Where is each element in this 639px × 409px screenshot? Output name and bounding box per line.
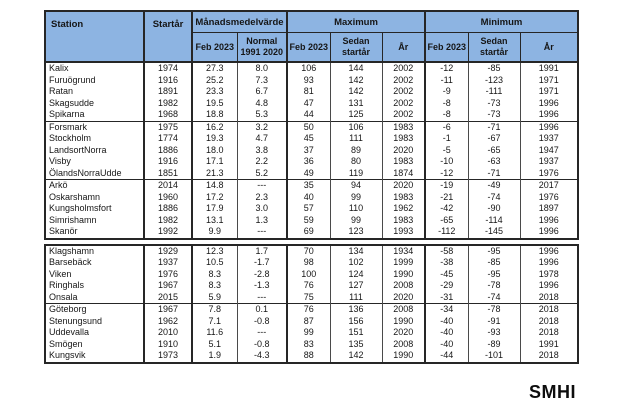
value-cell: 37 (287, 145, 330, 157)
station-name-cell: Onsala (49, 291, 78, 302)
value-cell: 136 (330, 304, 382, 316)
station-group (45, 245, 578, 304)
value-cell: 18.0 (192, 145, 237, 157)
value-cell: -71 (468, 121, 520, 133)
value-cell: 111 (330, 133, 382, 145)
value-cell: -112 (425, 226, 468, 239)
value-cell: 2008 (382, 339, 425, 351)
value-cell: -10 (425, 156, 468, 168)
value-cell: 99 (330, 215, 382, 227)
value-cell: -1.3 (237, 280, 287, 292)
value-cell: 9.9 (192, 226, 237, 239)
table-row (45, 75, 578, 87)
value-cell: 135 (330, 339, 382, 351)
table-row (45, 280, 578, 292)
value-cell: 10.5 (192, 257, 237, 269)
value-cell: 1983 (382, 121, 425, 133)
value-cell: 2.3 (237, 192, 287, 204)
value-cell: 35 (287, 180, 330, 192)
value-cell: 2.2 (237, 156, 287, 168)
value-cell: -0.8 (237, 339, 287, 351)
value-cell: -40 (425, 316, 468, 328)
value-cell: -58 (425, 245, 468, 258)
value-cell: 81 (287, 86, 330, 98)
subheader-min-ar: År (520, 33, 578, 63)
table-row (45, 215, 578, 227)
value-cell: -44 (425, 350, 468, 363)
value-cell: 1937 (520, 133, 578, 145)
value-cell: 40 (287, 192, 330, 204)
value-cell: -1.7 (237, 257, 287, 269)
station-name-cell: Ratan (49, 86, 74, 96)
value-cell: 70 (287, 245, 330, 258)
value-cell: 98 (287, 257, 330, 269)
value-cell: 1973 (144, 350, 192, 363)
value-cell: 1991 (520, 62, 578, 75)
value-cell: --- (237, 180, 287, 192)
value-cell: 2010 (144, 327, 192, 339)
value-cell: 7.8 (192, 304, 237, 316)
value-cell: 76 (287, 280, 330, 292)
value-cell: 17.1 (192, 156, 237, 168)
value-cell: 57 (287, 203, 330, 215)
station-name-cell: Skanör (49, 226, 78, 236)
table-row (45, 292, 578, 304)
table-row (45, 226, 578, 239)
value-cell: 2018 (520, 304, 578, 316)
value-cell: -21 (425, 192, 468, 204)
value-cell: --- (237, 292, 287, 304)
table-row (45, 269, 578, 281)
value-cell: -85 (468, 257, 520, 269)
table-row (45, 98, 578, 110)
value-cell: 1937 (144, 257, 192, 269)
value-cell: 1993 (382, 226, 425, 239)
value-cell: 5.9 (192, 292, 237, 304)
value-cell: -2.8 (237, 269, 287, 281)
value-cell: 1996 (520, 98, 578, 110)
value-cell: 3.8 (237, 145, 287, 157)
value-cell: 1990 (382, 316, 425, 328)
station-name-cell: Viken (49, 268, 72, 279)
value-cell: -49 (468, 180, 520, 192)
value-cell: 1916 (144, 156, 192, 168)
value-cell: 5.3 (237, 109, 287, 121)
value-cell: 1916 (144, 75, 192, 87)
value-cell: -89 (468, 339, 520, 351)
value-cell: 1910 (144, 339, 192, 351)
station-name-cell: ÖlandsNorraUdde (49, 167, 122, 178)
value-cell: 7.1 (192, 316, 237, 328)
station-name-cell: Uddevalla (49, 327, 90, 337)
value-cell: 2002 (382, 75, 425, 87)
subheader-max-ar: År (382, 33, 425, 63)
value-cell: 27.3 (192, 62, 237, 75)
subheader-max-sedan-startar: Sedan startår (330, 33, 382, 63)
value-cell: -71 (468, 168, 520, 180)
table-row (45, 156, 578, 168)
subheader-max-feb-2023: Feb 2023 (287, 33, 330, 63)
value-cell: --- (237, 226, 287, 239)
station-name-cell: Göteborg (49, 304, 87, 314)
value-cell: -6 (425, 121, 468, 133)
value-cell: 8.0 (237, 62, 287, 75)
value-cell: -31 (425, 292, 468, 304)
table-row (45, 109, 578, 121)
value-cell: 6.7 (237, 86, 287, 98)
value-cell: 134 (330, 245, 382, 258)
value-cell: -65 (425, 215, 468, 227)
value-cell: -42 (425, 203, 468, 215)
value-cell: 127 (330, 280, 382, 292)
value-cell: 2014 (144, 180, 192, 192)
header-startar: Startår (144, 11, 192, 62)
sea-level-table (44, 10, 578, 364)
header-group-maximum: Maximum (287, 11, 425, 33)
value-cell: 2020 (382, 145, 425, 157)
value-cell: -8 (425, 109, 468, 121)
value-cell: 2002 (382, 98, 425, 110)
value-cell: 93 (287, 75, 330, 87)
value-cell: 83 (287, 339, 330, 351)
table-row (45, 327, 578, 339)
value-cell: 59 (287, 215, 330, 227)
subheader-medel-feb-2023: Feb 2023 (192, 33, 237, 63)
value-cell: 1983 (382, 192, 425, 204)
value-cell: 2017 (520, 180, 578, 192)
header-station: Station (45, 11, 144, 62)
value-cell: 1999 (382, 257, 425, 269)
value-cell: -11 (425, 75, 468, 87)
station-name-cell: Ringhals (49, 280, 85, 290)
value-cell: -63 (468, 156, 520, 168)
value-cell: -45 (425, 269, 468, 281)
data-table-lower-block (44, 244, 579, 364)
value-cell: -111 (468, 86, 520, 98)
value-cell: 1.3 (237, 215, 287, 227)
table-row (45, 257, 578, 269)
value-cell: 1978 (520, 269, 578, 281)
value-cell: 124 (330, 269, 382, 281)
value-cell: 99 (330, 192, 382, 204)
value-cell: 1971 (520, 75, 578, 87)
value-cell: -4.3 (237, 350, 287, 363)
station-name-cell: Stockholm (49, 133, 92, 143)
value-cell: -73 (468, 109, 520, 121)
value-cell: 106 (330, 121, 382, 133)
value-cell: -93 (468, 327, 520, 339)
value-cell: -73 (468, 98, 520, 110)
value-cell: -1 (425, 133, 468, 145)
table-row (45, 192, 578, 204)
value-cell: 16.2 (192, 121, 237, 133)
value-cell: 1947 (520, 145, 578, 157)
table-row (45, 133, 578, 145)
value-cell: 156 (330, 316, 382, 328)
station-name-cell: Kungsholmsfort (49, 203, 112, 213)
table-row (45, 86, 578, 98)
value-cell: 5.2 (237, 168, 287, 180)
value-cell: 45 (287, 133, 330, 145)
value-cell: -38 (425, 257, 468, 269)
value-cell: -12 (425, 168, 468, 180)
value-cell: -145 (468, 226, 520, 239)
value-cell: 123 (330, 226, 382, 239)
value-cell: 14.8 (192, 180, 237, 192)
value-cell: 2002 (382, 109, 425, 121)
station-group (45, 62, 578, 121)
value-cell: 111 (330, 292, 382, 304)
table-row (45, 121, 578, 133)
value-cell: 87 (287, 316, 330, 328)
value-cell: 1774 (144, 133, 192, 145)
value-cell: 131 (330, 98, 382, 110)
header-group-minimum: Minimum (425, 11, 578, 33)
value-cell: -0.8 (237, 316, 287, 328)
value-cell: 2002 (382, 86, 425, 98)
station-group (45, 304, 578, 363)
value-cell: 1990 (382, 269, 425, 281)
value-cell: -85 (468, 62, 520, 75)
value-cell: 8.3 (192, 280, 237, 292)
subheader-min-feb-2023: Feb 2023 (425, 33, 468, 63)
value-cell: 25.2 (192, 75, 237, 87)
value-cell: 1874 (382, 168, 425, 180)
value-cell: -8 (425, 98, 468, 110)
value-cell: 76 (287, 304, 330, 316)
value-cell: 1886 (144, 203, 192, 215)
value-cell: 1992 (144, 226, 192, 239)
table-row (45, 245, 578, 258)
value-cell: 47 (287, 98, 330, 110)
value-cell: 144 (330, 62, 382, 75)
value-cell: -91 (468, 316, 520, 328)
value-cell: -34 (425, 304, 468, 316)
value-cell: -95 (468, 269, 520, 281)
value-cell: 110 (330, 203, 382, 215)
value-cell: 0.1 (237, 304, 287, 316)
station-name-cell: LandsortNorra (49, 144, 107, 155)
value-cell: 4.7 (237, 133, 287, 145)
station-group (45, 121, 578, 180)
value-cell: 1996 (520, 226, 578, 239)
value-cell: 102 (330, 257, 382, 269)
value-cell: 4.8 (237, 98, 287, 110)
value-cell: 23.3 (192, 86, 237, 98)
station-name-cell: Oskarshamn (49, 191, 101, 202)
value-cell: 2008 (382, 304, 425, 316)
value-cell: 21.3 (192, 168, 237, 180)
value-cell: 1962 (382, 203, 425, 215)
value-cell: -40 (425, 327, 468, 339)
value-cell: -12 (425, 62, 468, 75)
value-cell: 44 (287, 109, 330, 121)
station-name-cell: Furuögrund (49, 74, 96, 85)
value-cell: 1991 (520, 339, 578, 351)
value-cell: -78 (468, 304, 520, 316)
value-cell: 1996 (520, 245, 578, 258)
value-cell: 119 (330, 168, 382, 180)
value-cell: 2018 (520, 327, 578, 339)
value-cell: -5 (425, 145, 468, 157)
value-cell: 1996 (520, 109, 578, 121)
value-cell: 36 (287, 156, 330, 168)
value-cell: 49 (287, 168, 330, 180)
value-cell: 3.2 (237, 121, 287, 133)
value-cell: 2008 (382, 280, 425, 292)
value-cell: -40 (425, 339, 468, 351)
value-cell: 142 (330, 75, 382, 87)
value-cell: --- (237, 327, 287, 339)
value-cell: 80 (330, 156, 382, 168)
value-cell: 1.7 (237, 245, 287, 258)
value-cell: 1996 (520, 121, 578, 133)
value-cell: 1996 (520, 257, 578, 269)
value-cell: -114 (468, 215, 520, 227)
value-cell: 142 (330, 350, 382, 363)
station-name-cell: Stenungsund (49, 315, 103, 326)
value-cell: 1937 (520, 156, 578, 168)
value-cell: 5.1 (192, 339, 237, 351)
table-row (45, 203, 578, 215)
value-cell: 1976 (520, 192, 578, 204)
value-cell: 2015 (144, 292, 192, 304)
value-cell: 3.0 (237, 203, 287, 215)
value-cell: -74 (468, 292, 520, 304)
station-name-cell: Klagshamn (49, 245, 95, 256)
value-cell: 1968 (144, 109, 192, 121)
value-cell: -78 (468, 280, 520, 292)
value-cell: 12.3 (192, 245, 237, 258)
value-cell: 1996 (520, 215, 578, 227)
value-cell: 7.3 (237, 75, 287, 87)
value-cell: 19.5 (192, 98, 237, 110)
station-name-cell: Skagsudde (49, 97, 95, 108)
table-row (45, 168, 578, 180)
value-cell: 1996 (520, 280, 578, 292)
value-cell: -90 (468, 203, 520, 215)
header-group-medelvarde: Månadsmedelvärde (192, 11, 287, 33)
subheader-medel-normal: Normal 1991 2020 (237, 33, 287, 63)
station-name-cell: Kungsvik (49, 350, 86, 360)
value-cell: 1886 (144, 145, 192, 157)
value-cell: 106 (287, 62, 330, 75)
value-cell: -123 (468, 75, 520, 87)
subheader-min-sedan-startar: Sedan startår (468, 33, 520, 63)
value-cell: -9 (425, 86, 468, 98)
value-cell: 13.1 (192, 215, 237, 227)
value-cell: 1990 (382, 350, 425, 363)
table-row (45, 304, 578, 316)
value-cell: 2018 (520, 316, 578, 328)
value-cell: -19 (425, 180, 468, 192)
table-row (45, 316, 578, 328)
value-cell: -95 (468, 245, 520, 258)
value-cell: 2020 (382, 180, 425, 192)
value-cell: 2020 (382, 327, 425, 339)
station-name-cell: Barsebäck (49, 257, 92, 267)
station-group (45, 180, 578, 239)
value-cell: 1891 (144, 86, 192, 98)
value-cell: 75 (287, 292, 330, 304)
value-cell: 1983 (382, 215, 425, 227)
value-cell: 1974 (144, 62, 192, 75)
value-cell: 89 (330, 145, 382, 157)
value-cell: 1976 (144, 269, 192, 281)
value-cell: 99 (287, 327, 330, 339)
value-cell: 69 (287, 226, 330, 239)
value-cell: 1975 (144, 121, 192, 133)
value-cell: 1971 (520, 86, 578, 98)
value-cell: 17.2 (192, 192, 237, 204)
value-cell: 2020 (382, 292, 425, 304)
data-table-upper-block (44, 10, 579, 240)
value-cell: 1962 (144, 316, 192, 328)
value-cell: 1851 (144, 168, 192, 180)
station-name-cell: Forsmark (49, 121, 87, 132)
value-cell: 1967 (144, 304, 192, 316)
table-row (45, 350, 578, 363)
value-cell: -29 (425, 280, 468, 292)
value-cell: 100 (287, 269, 330, 281)
value-cell: 1982 (144, 98, 192, 110)
smhi-logo: SMHI (529, 382, 576, 402)
value-cell: -101 (468, 350, 520, 363)
value-cell: -74 (468, 192, 520, 204)
table-header (45, 11, 578, 62)
value-cell: 1983 (382, 156, 425, 168)
value-cell: -65 (468, 145, 520, 157)
value-cell: 151 (330, 327, 382, 339)
value-cell: 1983 (382, 133, 425, 145)
station-name-cell: Arkö (49, 180, 68, 190)
station-name-cell: Kalix (49, 63, 69, 73)
value-cell: 17.9 (192, 203, 237, 215)
value-cell: 2018 (520, 350, 578, 363)
table-row (45, 180, 578, 192)
table-row (45, 145, 578, 157)
value-cell: 88 (287, 350, 330, 363)
value-cell: 1934 (382, 245, 425, 258)
value-cell: 1967 (144, 280, 192, 292)
value-cell: 142 (330, 86, 382, 98)
value-cell: 2018 (520, 292, 578, 304)
value-cell: -67 (468, 133, 520, 145)
value-cell: 8.3 (192, 269, 237, 281)
station-name-cell: Visby (49, 156, 71, 166)
value-cell: 125 (330, 109, 382, 121)
value-cell: 1976 (520, 168, 578, 180)
value-cell: 1.9 (192, 350, 237, 363)
value-cell: 1929 (144, 245, 192, 258)
value-cell: 1982 (144, 215, 192, 227)
value-cell: 94 (330, 180, 382, 192)
station-name-cell: Spikarna (49, 109, 85, 119)
table-row (45, 339, 578, 351)
value-cell: 11.6 (192, 327, 237, 339)
value-cell: 1960 (144, 192, 192, 204)
value-cell: 19.3 (192, 133, 237, 145)
station-name-cell: Simrishamn (49, 214, 97, 225)
value-cell: 1897 (520, 203, 578, 215)
value-cell: 50 (287, 121, 330, 133)
value-cell: 18.8 (192, 109, 237, 121)
value-cell: 2002 (382, 62, 425, 75)
table-row (45, 62, 578, 75)
station-name-cell: Smögen (49, 338, 83, 349)
